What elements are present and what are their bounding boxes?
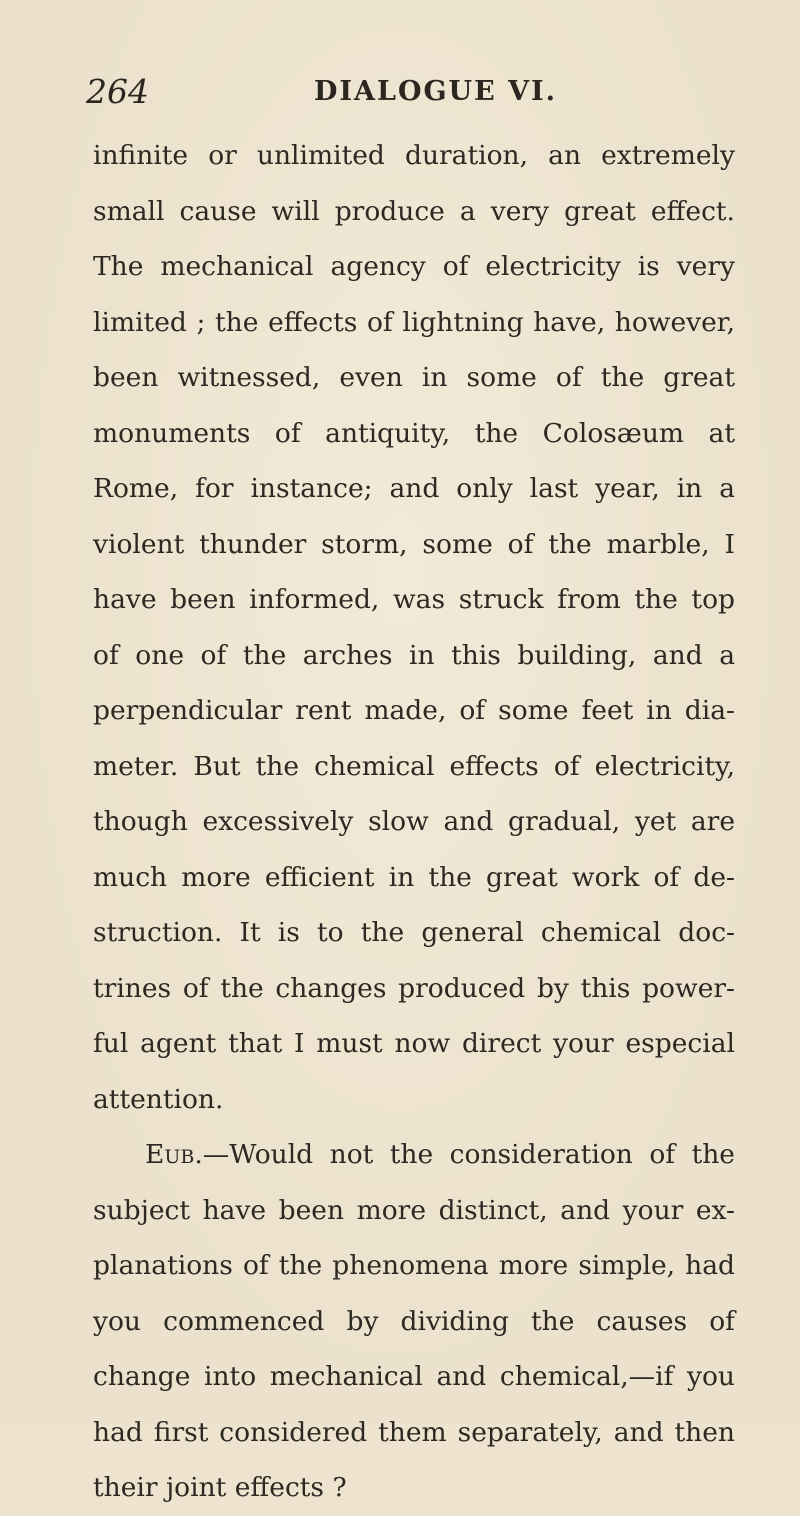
paragraph-1 (93, 128, 735, 1127)
text-line: have been informed, was struck from the top (93, 584, 735, 615)
text-line: much more efficient in the great work of de- (93, 861, 735, 893)
text-line-rest: —Would not the consideration of the (202, 1139, 735, 1170)
text-line: Rome, for instance; and only last year, in a (93, 473, 735, 504)
text-line: infinite or unlimited duration, an extremely (93, 140, 735, 171)
running-head: DIALOGUE VI. (314, 76, 558, 107)
text-line: The mechanical agency of electricity is very (93, 251, 735, 282)
text-line-first (93, 1127, 735, 1183)
text-line: planations of the phenomena more simple, had (93, 1250, 735, 1281)
text-line: monuments of antiquity, the Colosæum at (93, 417, 735, 449)
page-header (86, 64, 736, 120)
text-line: violent thunder storm, some of the marble, I (93, 528, 735, 560)
text-line: of one of the arches in this building, and a (93, 639, 735, 671)
text-line: change into mechanical and chemical,—if you (93, 1361, 735, 1392)
text-line: ful agent that I must now direct your especial (93, 1028, 735, 1059)
text-line: though excessively slow and gradual, yet are (93, 806, 735, 837)
text-line: been witnessed, even in some of the great (93, 362, 735, 393)
text-line: attention. (93, 1083, 224, 1115)
body-text (93, 128, 735, 1516)
text-line: their joint effects ? (93, 1472, 347, 1503)
paragraph-2 (93, 1127, 735, 1516)
page-number: 264 (86, 72, 149, 111)
text-line: had first considered them separately, and then (93, 1416, 735, 1448)
text-line: struction. It is to the general chemical doc- (93, 917, 735, 948)
text-line: perpendicular rent made, of some feet in dia- (93, 695, 735, 726)
text-line: limited ; the effects of lightning have, however, (93, 306, 735, 338)
speaker-name: Eub. (145, 1139, 203, 1170)
text-line: small cause will produce a very great effect. (93, 195, 735, 227)
text-line: meter. But the chemical effects of electricity, (93, 750, 735, 782)
text-line: trines of the changes produced by this power- (93, 972, 735, 1004)
text-line: you commenced by dividing the causes of (93, 1305, 735, 1337)
text-line: subject have been more distinct, and your ex- (93, 1194, 735, 1226)
